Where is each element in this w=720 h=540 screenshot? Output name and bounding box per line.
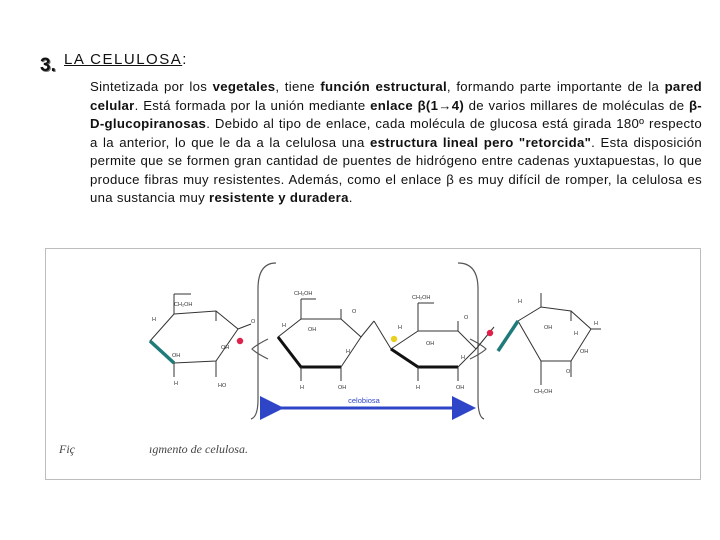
glucose-ring-2 bbox=[278, 299, 391, 381]
figure-caption-left: Fiç bbox=[59, 442, 75, 456]
ring4-h2: H bbox=[574, 331, 578, 337]
paragraph-text: . bbox=[348, 190, 353, 205]
ring4-oh2: OH bbox=[580, 349, 589, 355]
ring1-o: O bbox=[251, 319, 256, 325]
paragraph-bold-term: β-D-glucopiranosas bbox=[90, 97, 702, 131]
ring1-ho: HO bbox=[218, 383, 227, 389]
paragraph-bold-term: función estructural bbox=[320, 79, 447, 94]
ring1-oh2: OH bbox=[221, 345, 230, 351]
glucose-ring-4 bbox=[498, 293, 601, 385]
cellulose-structure-diagram bbox=[46, 249, 702, 481]
paragraph-text: . Está formada por la unión mediante bbox=[134, 97, 371, 113]
cellulose-figure bbox=[45, 248, 701, 480]
glycosidic-oxygen-yellow bbox=[391, 336, 397, 342]
ring1-h2: H bbox=[174, 381, 178, 387]
paragraph-text: , formando parte importante de la bbox=[446, 79, 665, 94]
ring4-oh1: OH bbox=[544, 325, 553, 331]
glucose-ring-1 bbox=[150, 294, 251, 377]
section-number: 3. bbox=[40, 55, 56, 76]
ring4-h3: H bbox=[594, 321, 598, 327]
paragraph-text: . Debido al tipo de enlace, cada molécula de glucosa está girada 180º respecto a la anterior, lo que le da a la celulosa una bbox=[90, 116, 702, 150]
ring3-h1: H bbox=[398, 325, 402, 331]
cellulose-description bbox=[90, 78, 702, 208]
ring4-ch2oh: CH₂OH bbox=[534, 389, 553, 395]
ring2-o: O bbox=[352, 309, 357, 315]
ring2-oh1: OH bbox=[308, 327, 317, 333]
ring2-ch2oh: CH₂OH bbox=[294, 291, 313, 297]
paragraph-text: de varios millares de moléculas de bbox=[464, 97, 689, 113]
ring4-h1: H bbox=[518, 299, 522, 305]
paragraph-bold-term: pared celular bbox=[90, 79, 702, 113]
paragraph-bold-term: vegetales bbox=[212, 79, 276, 94]
ring2-h3: H bbox=[300, 385, 304, 391]
ring3-h3: H bbox=[416, 385, 420, 391]
ring3-oh2: OH bbox=[456, 385, 465, 391]
ring2-oh2: OH bbox=[338, 385, 347, 391]
right-bracket bbox=[458, 263, 484, 419]
ring2-h1: H bbox=[282, 323, 286, 329]
ring4-o: O bbox=[566, 369, 571, 375]
ring2-h2: H bbox=[346, 349, 350, 355]
ring1-oh1: OH bbox=[172, 353, 181, 359]
ring3-o: O bbox=[464, 315, 469, 321]
glycosidic-oxygen-red-1 bbox=[237, 338, 243, 344]
ring3-oh1: OH bbox=[426, 341, 435, 347]
figure-caption-right: ıgmento de celulosa. bbox=[149, 442, 248, 456]
paragraph-bold-term: resistente y duradera bbox=[209, 190, 349, 205]
section-title-text: LA CELULOSA bbox=[64, 51, 183, 68]
section-title-colon: : bbox=[182, 51, 188, 68]
glycosidic-oxygen-red-2 bbox=[487, 330, 493, 336]
ring1-ch2oh: CH₂OH bbox=[174, 302, 193, 308]
cellobiose-label: celobiosa bbox=[348, 396, 380, 405]
paragraph-text: . Esta disposición permite que se formen gran cantidad de puentes de hidrógeno entre cadenas yuxtapuestas, lo que produce fibras muy resistentes. Además, como el enlace β es muy difícil de romper, la celulosa es una sustancia muy bbox=[90, 134, 702, 205]
paragraph-text: , tiene bbox=[275, 79, 321, 94]
section-title bbox=[64, 51, 188, 68]
ring1-h1: H bbox=[152, 317, 156, 323]
paragraph-bold-term: estructura lineal pero "retorcida" bbox=[370, 134, 592, 150]
paragraph-bold-term: enlace β(1→4) bbox=[370, 97, 465, 113]
ring3-h2: H bbox=[461, 355, 465, 361]
left-bracket-tip bbox=[252, 339, 268, 359]
ring3-ch2oh: CH₂OH bbox=[412, 295, 431, 301]
paragraph-text: Sintetizada por los bbox=[90, 79, 213, 94]
